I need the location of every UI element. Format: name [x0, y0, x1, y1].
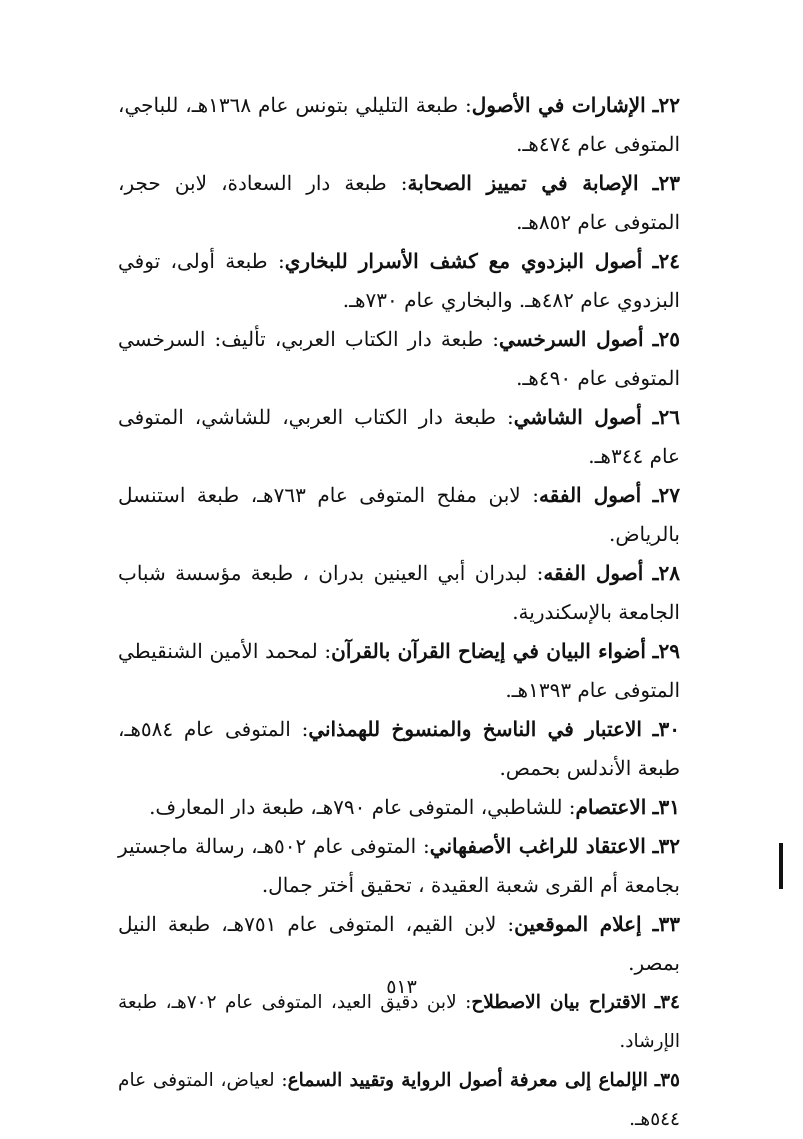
- entry-text: : لعياض، المتوفى عام ٥٤٤هـ.: [118, 1070, 680, 1130]
- entry-text: : طبعة دار الكتاب العربي، للشاشي، المتوفى عام ٣٤٤هـ.: [118, 405, 680, 468]
- entry-number: ٢٥ـ: [652, 327, 680, 351]
- entry-title: الإلماع إلى معرفة أصول الرواية وتقييد السماع: [287, 1070, 648, 1091]
- entry-number: ٢٨ـ: [652, 561, 680, 585]
- bibliography-entry-27: [118, 476, 680, 554]
- entry-text: : طبعة التليلي بتونس عام ١٣٦٨هـ، للباجي، المتوفى عام ٤٧٤هـ.: [118, 93, 680, 156]
- entry-number: ٢٢ـ: [652, 93, 681, 117]
- entry-title: إعلام الموقعين: [514, 912, 642, 936]
- entry-number: ٣٥ـ: [654, 1070, 680, 1091]
- bibliography-entry-23: [118, 164, 680, 242]
- bibliography-entry-31: [118, 788, 680, 827]
- entry-text: : لابن القيم، المتوفى عام ٧٥١هـ، طبعة النيل بمصر.: [118, 912, 680, 975]
- entry-title: أصول الفقه: [543, 561, 644, 585]
- page-number: ٥١٣: [386, 976, 417, 998]
- bibliography-entry-22: [118, 86, 680, 164]
- entry-title: الإشارات في الأصول: [471, 93, 646, 117]
- entry-title: الاعتبار في الناسخ والمنسوخ للهمذاني: [308, 717, 642, 741]
- bibliography-entry-33: [118, 905, 680, 983]
- entry-text: : لبدران أبي العينين بدران ، طبعة مؤسسة شباب الجامعة بالإسكندرية.: [118, 561, 680, 624]
- entry-number: ٣٠ـ: [652, 717, 680, 741]
- entry-number: ٣٤ـ: [654, 992, 680, 1013]
- bibliography-entry-28: [118, 554, 680, 632]
- entry-number: ٣٢ـ: [652, 834, 680, 858]
- entry-title: أصول الشاشي: [513, 405, 642, 429]
- entry-text: : لابن دقيق العيد، المتوفى عام ٧٠٢هـ، طبعة الإرشاد.: [118, 992, 680, 1052]
- bibliography-entry-26: [118, 398, 680, 476]
- bibliography-entry-25: [118, 320, 680, 398]
- entry-title: أصول البزدوي مع كشف الأسرار للبخاري: [284, 249, 643, 273]
- entry-title: الاعتصام: [575, 795, 647, 819]
- entry-number: ٢٩ـ: [652, 639, 680, 663]
- entry-number: ٣٣ـ: [652, 912, 680, 936]
- entry-text: : لابن مفلح المتوفى عام ٧٦٣هـ، طبعة استنسل بالرياض.: [118, 483, 680, 546]
- bibliography-entry-24: [118, 242, 680, 320]
- entry-text: : للشاطبي، المتوفى عام ٧٩٠هـ، طبعة دار المعارف.: [149, 795, 576, 819]
- bibliography-entry-30: [118, 710, 680, 788]
- margin-rule: [779, 843, 783, 889]
- bibliography-entry-32: [118, 827, 680, 905]
- entry-number: ٣١ـ: [652, 795, 680, 819]
- entry-title: أصول السرخسي: [499, 327, 644, 351]
- entry-number: ٢٧ـ: [652, 483, 680, 507]
- bibliography-entry-29: [118, 632, 680, 710]
- entry-text: : طبعة دار الكتاب العربي، تأليف: السرخسي المتوفى عام ٤٩٠هـ.: [118, 327, 680, 390]
- entry-text: : لمحمد الأمين الشنقيطي المتوفى عام ١٣٩٣هـ.: [118, 639, 680, 702]
- entry-text: : المتوفى عام ٥٠٢هـ، رسالة ماجستير بجامعة أم القرى شعبة العقيدة ، تحقيق أختر جمال.: [118, 834, 680, 897]
- entry-title: أضواء البيان في إيضاح القرآن بالقرآن: [331, 639, 646, 663]
- entry-text: : المتوفى عام ٥٨٤هـ، طبعة الأندلس بحمص.: [118, 717, 680, 780]
- entry-title: الاقتراح بيان الاصطلاح: [471, 992, 647, 1013]
- entry-text: : طبعة أولى، توفي البزدوي عام ٤٨٢هـ. والبخاري عام ٧٣٠هـ.: [118, 249, 680, 312]
- bibliography-entry-35: [118, 1061, 680, 1139]
- entry-title: الإصابة في تمييز الصحابة: [407, 171, 639, 195]
- entry-number: ٢٦ـ: [652, 405, 680, 429]
- entry-title: الاعتقاد للراغب الأصفهاني: [429, 834, 646, 858]
- entry-text: : طبعة دار السعادة، لابن حجر، المتوفى عام ٨٥٢هـ.: [118, 171, 680, 234]
- entry-title: أصول الفقه: [538, 483, 642, 507]
- entry-number: ٢٤ـ: [652, 249, 680, 273]
- entry-number: ٢٣ـ: [652, 171, 680, 195]
